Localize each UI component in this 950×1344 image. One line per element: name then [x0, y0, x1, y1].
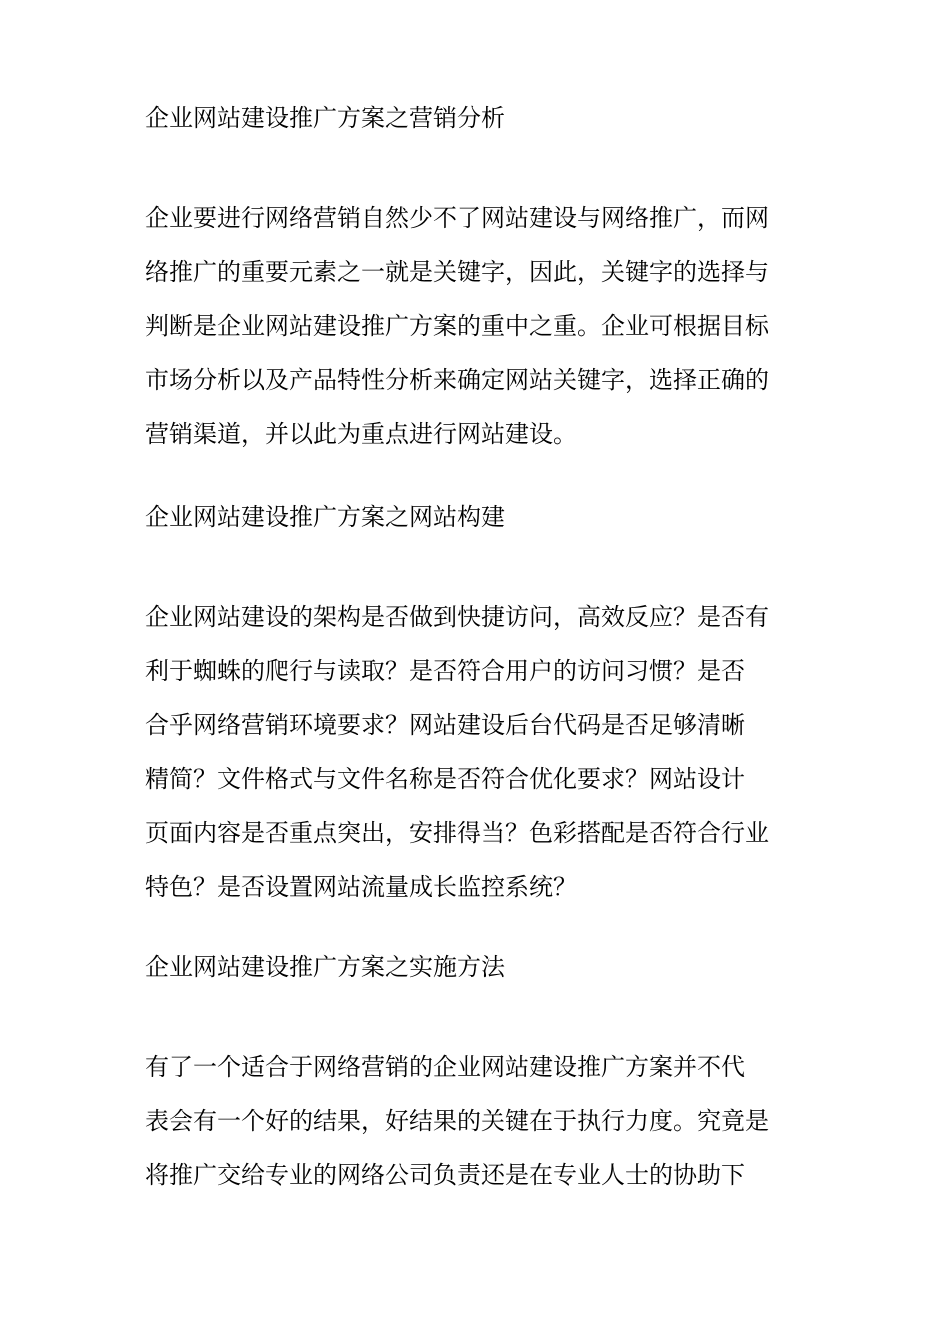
paragraph-line: 合乎网络营销环境要求？网站建设后台代码是否足够清晰 [145, 711, 745, 739]
section-heading-site-construction: 企业网站建设推广方案之网站构建 [145, 503, 505, 531]
section-paragraph-implementation [145, 1040, 810, 1202]
paragraph-line: 市场分析以及产品特性分析来确定网站关键字，选择正确的 [145, 366, 769, 394]
paragraph-line: 企业网站建设的架构是否做到快捷访问，高效反应？是否有 [145, 603, 769, 631]
paragraph-line: 利于蜘蛛的爬行与读取？是否符合用户的访问习惯？是否 [145, 657, 745, 685]
paragraph-line: 营销渠道，并以此为重点进行网站建设。 [145, 420, 577, 448]
section-heading-marketing-analysis: 企业网站建设推广方案之营销分析 [145, 104, 505, 132]
section-paragraph-marketing-analysis [145, 191, 810, 461]
paragraph-line: 判断是企业网站建设推广方案的重中之重。企业可根据目标 [145, 312, 769, 340]
paragraph-line: 页面内容是否重点突出，安排得当？色彩搭配是否符合行业 [145, 819, 769, 847]
paragraph-line: 精简？文件格式与文件名称是否符合优化要求？网站设计 [145, 765, 745, 793]
paragraph-line: 有了一个适合于网络营销的企业网站建设推广方案并不代 [145, 1053, 745, 1081]
paragraph-line: 表会有一个好的结果，好结果的关键在于执行力度。究竟是 [145, 1107, 769, 1135]
paragraph-line: 企业要进行网络营销自然少不了网站建设与网络推广，而网 [145, 204, 769, 232]
paragraph-line: 将推广交给专业的网络公司负责还是在专业人士的协助下 [145, 1161, 745, 1189]
section-heading-implementation: 企业网站建设推广方案之实施方法 [145, 953, 505, 981]
paragraph-line: 特色？是否设置网站流量成长监控系统？ [145, 873, 577, 901]
paragraph-line: 络推广的重要元素之一就是关键字，因此，关键字的选择与 [145, 258, 769, 286]
section-paragraph-site-construction [145, 590, 810, 914]
